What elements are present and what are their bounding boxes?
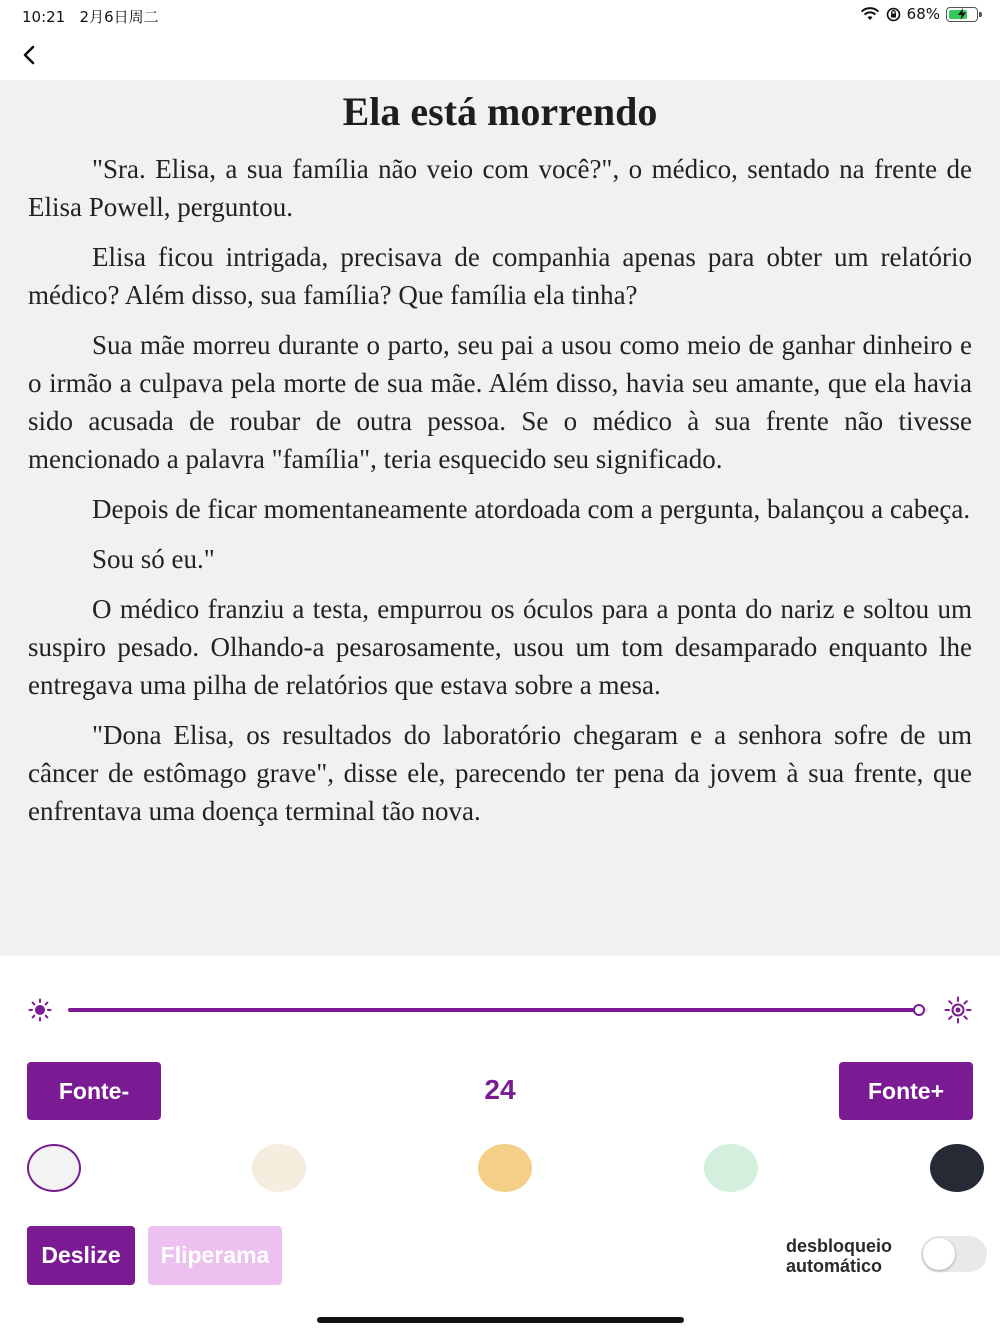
auto-unlock-toggle[interactable] [921, 1236, 987, 1272]
sun-large-icon [944, 996, 972, 1024]
page-mode-arcade-button[interactable]: Fliperama [148, 1226, 282, 1285]
paragraph: Depois de ficar momentaneamente atordoada com a pergunta, balançou a cabeça. [92, 494, 971, 524]
paragraph: "Sra. Elisa, a sua família não veio com você?", o médico, sentado na frente de Elisa Powell, perguntou. [28, 154, 972, 222]
status-date: 2月6日周二 [79, 8, 159, 26]
chevron-left-icon [21, 44, 37, 66]
auto-unlock-label-line2: automático [786, 1256, 883, 1276]
font-size-control [27, 1062, 973, 1120]
theme-swatch-green[interactable] [704, 1144, 758, 1192]
charging-bolt-icon [956, 8, 968, 20]
page-mode-row [27, 1226, 987, 1286]
status-bar [0, 0, 1000, 30]
home-indicator[interactable] [317, 1317, 684, 1323]
chapter-title: Ela está morrendo [342, 89, 658, 134]
brightness-slider-fill [68, 1008, 919, 1012]
back-button[interactable] [14, 40, 44, 70]
status-indicators [860, 5, 978, 23]
brightness-control [28, 996, 972, 1024]
brightness-slider-thumb[interactable] [913, 1004, 925, 1016]
sun-small-icon [28, 998, 52, 1022]
auto-unlock-label [786, 1236, 892, 1276]
brightness-slider[interactable] [68, 1008, 928, 1012]
font-size-value: 24 [484, 1074, 516, 1105]
font-increase-button[interactable]: Fonte+ [839, 1062, 973, 1120]
reading-area[interactable] [0, 80, 1000, 956]
theme-swatch-dark[interactable] [930, 1144, 984, 1192]
clock-time: 10:21 [22, 8, 66, 26]
theme-swatch-cream[interactable] [252, 1144, 306, 1192]
paragraph: Elisa ficou intrigada, precisava de companhia apenas para obter um relatório médico? Além disso, sua família? Que família ela tinha? [28, 242, 972, 310]
paragraph: "Dona Elisa, os resultados do laboratório chegaram e a senhora sofre de um câncer de estômago grave", disse ele, parecendo ter pena da jovem à sua frente, que enfrentava uma doença terminal tão nova. [28, 720, 972, 826]
battery-icon [946, 7, 978, 22]
battery-percent: 68% [906, 5, 940, 23]
theme-swatch-yellow[interactable] [478, 1144, 532, 1192]
theme-selector [27, 1144, 985, 1192]
paragraph: O médico franziu a testa, empurrou os óculos para a ponta do nariz e soltou um suspiro pesado. Olhando-a pesarosamente, usou um tom desamparado enquanto lhe entregava uma pilha de relatórios que estava sobre a mesa. [28, 594, 972, 700]
auto-unlock-label-line1: desbloqueio [786, 1236, 893, 1256]
wifi-icon [860, 7, 880, 21]
toggle-knob [923, 1238, 955, 1270]
paragraph: Sou só eu." [92, 544, 215, 574]
paragraph: Sua mãe morreu durante o parto, seu pai a usou como meio de ganhar dinheiro e o irmão a culpava pela morte de sua mãe. Além disso, havia seu amante, que ela havia sido acusada de roubar de outra pessoa. Se o médico à sua frente não tivesse mencionado a palavra "família", teria esquecido seu significado. [28, 330, 972, 474]
reader-settings-panel [0, 956, 1000, 1334]
status-time [22, 6, 159, 27]
theme-swatch-white[interactable] [27, 1144, 81, 1192]
orientation-lock-icon [886, 7, 901, 22]
nav-bar [0, 30, 1000, 80]
page-mode-slide-button[interactable]: Deslize [27, 1226, 135, 1285]
chapter-content [0, 134, 1000, 830]
font-decrease-button[interactable]: Fonte- [27, 1062, 161, 1120]
